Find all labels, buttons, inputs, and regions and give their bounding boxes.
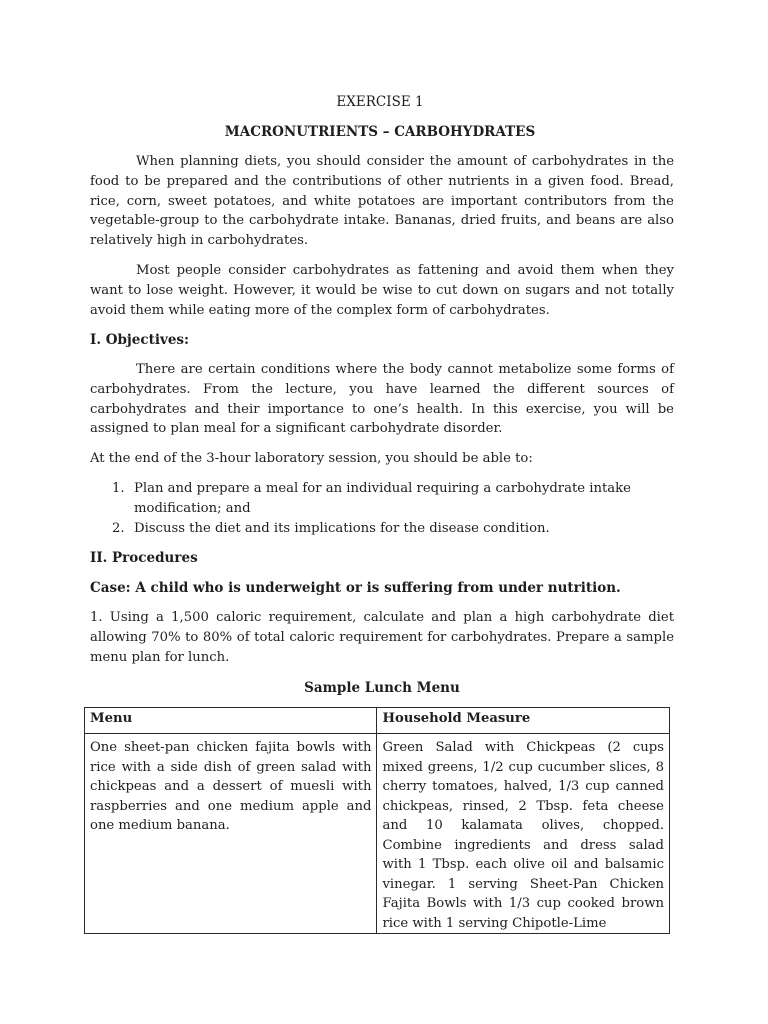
intro-paragraph-2: Most people consider carbohydrates as fattening and avoid them when they want to lose weight. However, it would be wise to cut down on sugars and not totally avoid them while eating more of the complex form of carbohydrates. [90,263,674,318]
table-header-menu: Menu [85,708,377,734]
table-cell-menu: One sheet-pan chicken fajita bowls with rice with a side dish of green salad with chickpeas and a dessert of muesli with raspberries and one medium apple and one medium banana. [85,734,377,934]
exercise-subtitle: MACRONUTRIENTS – CARBOHYDRATES [224,124,536,140]
objectives-list [112,479,672,538]
table-cell-household-measure: Green Salad with Chickpeas (2 cups mixed greens, 1/2 cup cucumber slices, 8 cherry tomatoes, halved, 1/3 cup canned chickpeas, rinsed, 2 Tbsp. feta cheese and 10 kalamata olives, chopped. Combine ingredients and dress salad with 1 Tbsp. each olive oil and balsamic vinegar. 1 serving Sheet-Pan Chicken Fajita Bowls with 1/3 cup cooked brown rice with 1 serving Chipotle-Lime [377,734,670,934]
objectives-heading: I. Objectives: [90,332,189,348]
document-page [90,0,674,1024]
intro-paragraph-1: When planning diets, you should consider the amount of carbohydrates in the food to be prepared and the contributions of other nutrients in a given food. Bread, rice, corn, sweet potatoes, and white potatoes are important contributors from the vegetable-group to the carbohydrate intake. Bananas, dried fruits, and beans are also relatively high in carbohydrates. [90,154,674,249]
list-item [112,519,672,539]
exercise-title: EXERCISE 1 [336,94,424,110]
table-row [85,734,670,934]
table-header-row [85,708,670,734]
table-header-household-measure: Household Measure [377,708,670,734]
list-item-number: 2. [112,520,125,536]
case-statement: Case: A child who is underweight or is suffering from under nutrition. [90,580,621,596]
lunch-menu-table [84,707,670,934]
objectives-paragraph: There are certain conditions where the body cannot metabolize some forms of carbohydrates. From the lecture, you have learned the different sources of carbohydrates and their importance to one’s health. In this exercise, you will be assigned to plan meal for a significant carbohydrate disorder. [90,362,674,437]
objectives-lead-in: At the end of the 3-hour laboratory session, you should be able to: [90,451,533,466]
list-item-text: Plan and prepare a meal for an individual requiring a carbohydrate intake modification; and [134,481,631,516]
list-item-text: Discuss the diet and its implications for the disease condition. [134,520,550,536]
list-item-number: 1. [112,481,125,496]
table-caption: Sample Lunch Menu [304,680,460,696]
list-item [112,479,672,519]
procedure-step-1: 1. Using a 1,500 caloric requirement, calculate and plan a high carbohydrate diet allowing 70% to 80% of total caloric requirement for carbohydrates. Prepare a sample menu plan for lunch. [90,610,674,665]
procedures-heading: II. Procedures [90,550,198,566]
